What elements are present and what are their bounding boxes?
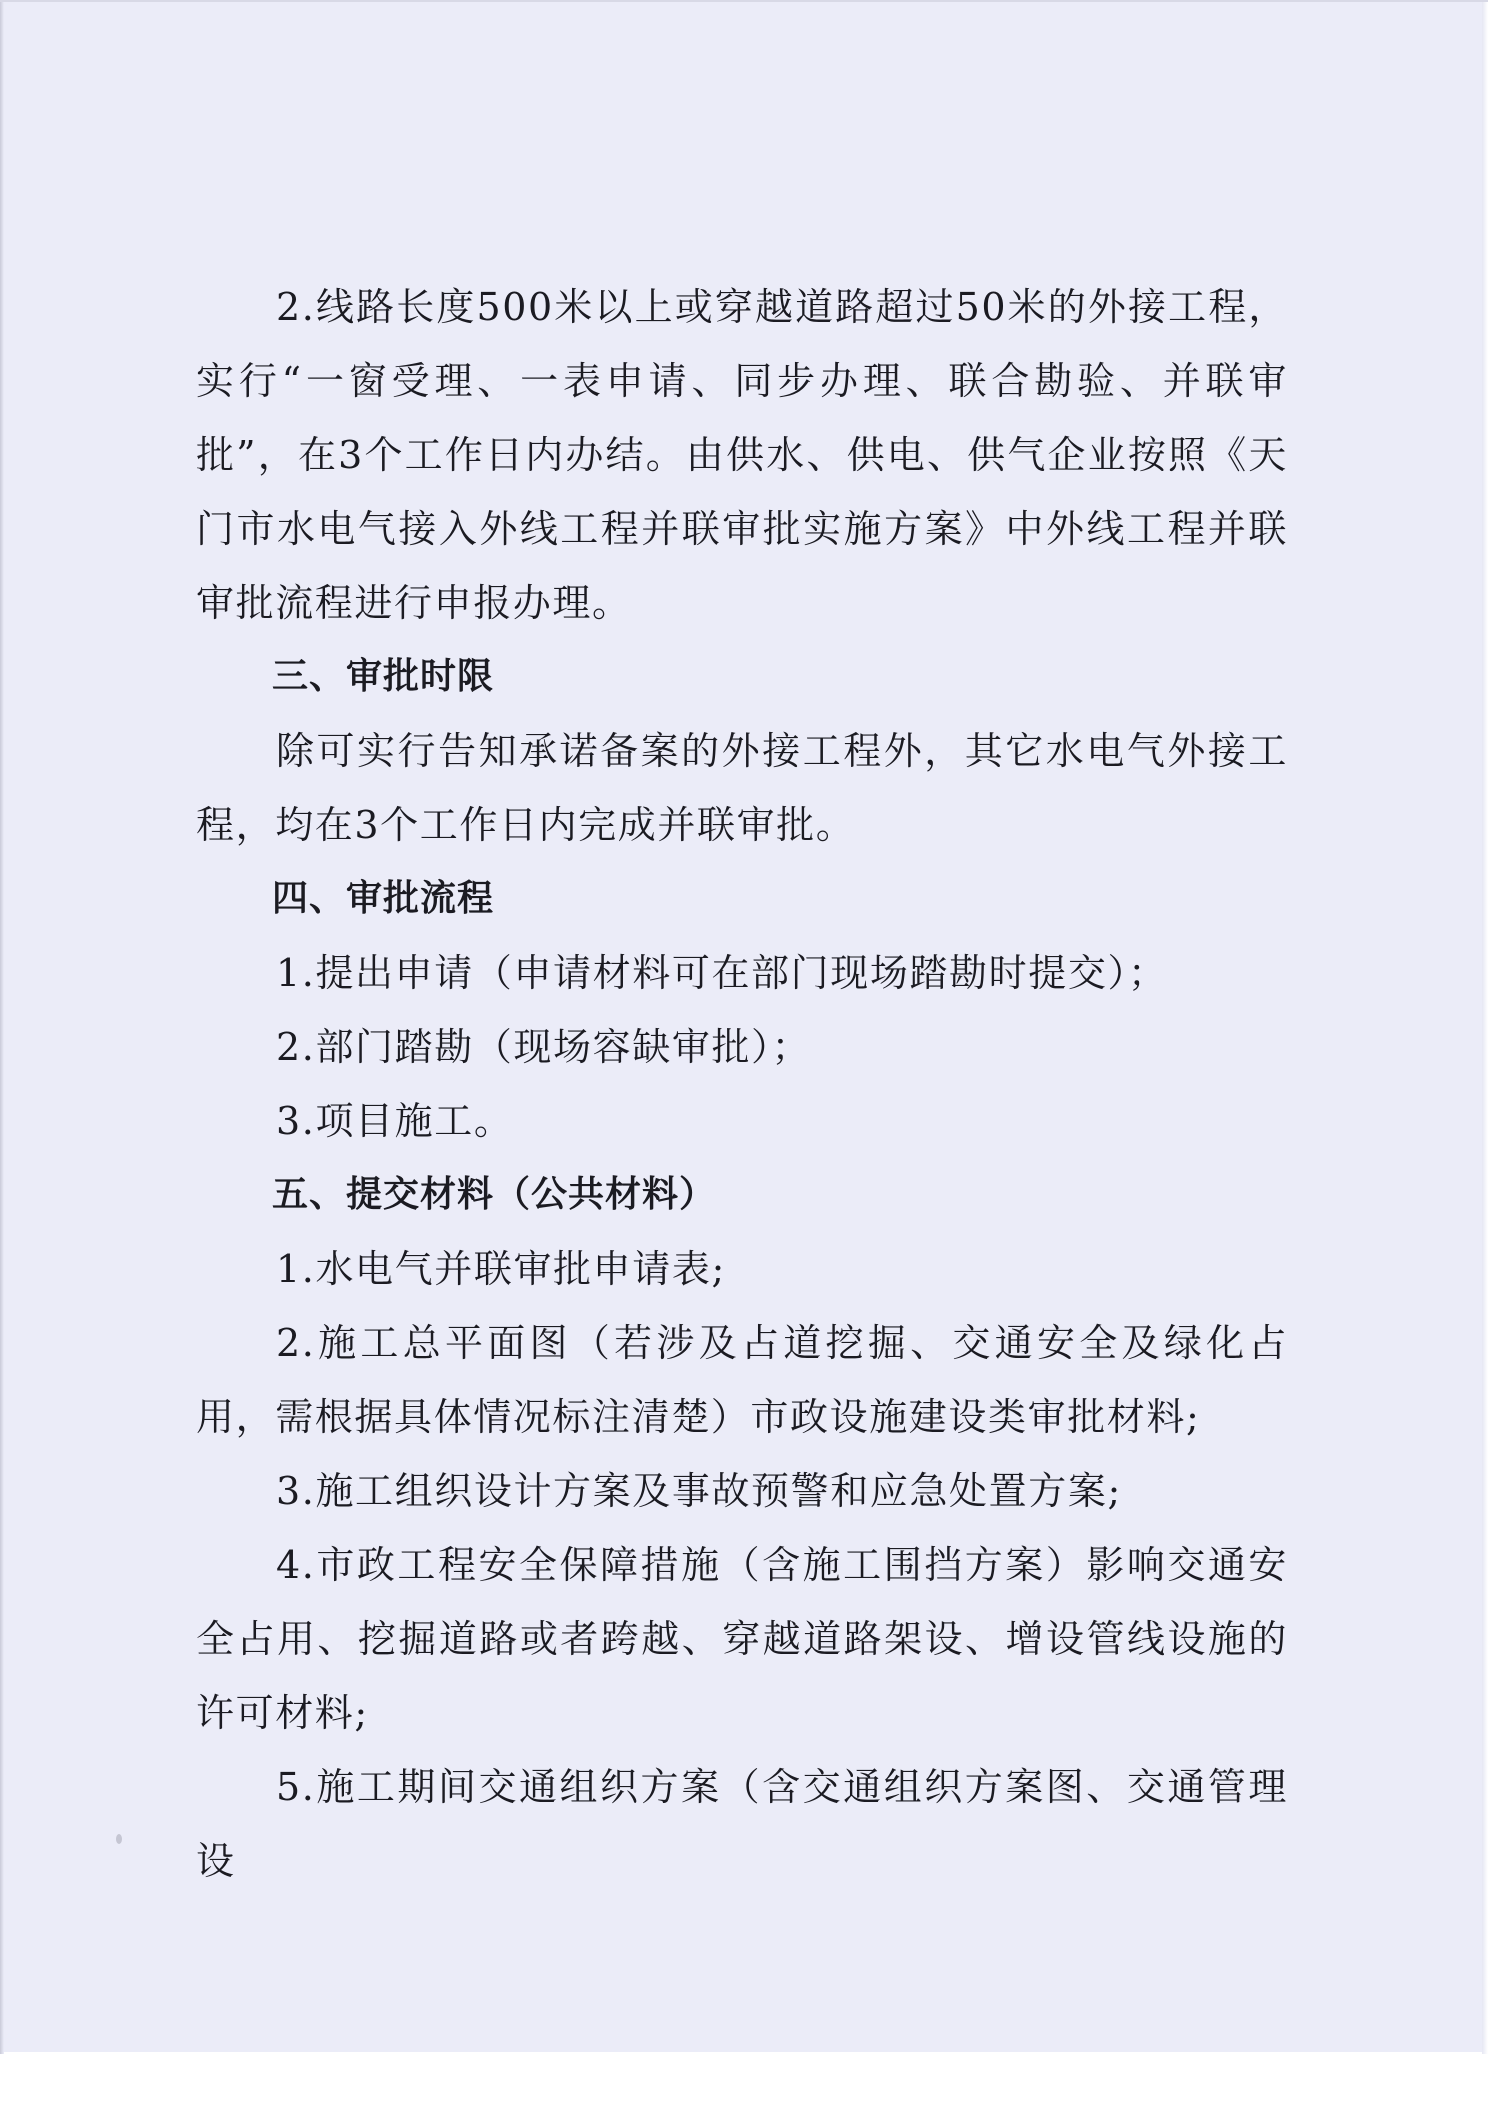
process-step-2: 2.部门踏勘（现场容缺审批）； — [276, 1025, 812, 1069]
heading-approval-process: 四、审批流程 — [272, 878, 495, 919]
page-left-edge — [0, 2, 4, 2054]
process-step-3: 3.项目施工。 — [276, 1099, 514, 1143]
page-right-edge — [1482, 2, 1488, 2054]
process-step-1: 1.提出申请（申请材料可在部门现场踏勘时提交）； — [276, 951, 1168, 995]
material-item-3: 3.施工组织设计方案及事故预警和应急处置方案; — [276, 1469, 1122, 1513]
material-item-1: 1.水电气并联审批申请表; — [276, 1247, 726, 1291]
scan-speck — [116, 1834, 122, 1844]
heading-approval-time-limit: 三、审批时限 — [272, 656, 495, 697]
material-item-2: 2.施工总平面图（若涉及占道挖掘、交通安全及绿化占用，需根据具体情况标注清楚）市政设施建设类审批材料; — [196, 1321, 1288, 1439]
material-item-5: 5.施工期间交通组织方案（含交通组织方案图、交通管理设 — [196, 1765, 1288, 1883]
paragraph-outer-line-projects: 2.线路长度500米以上或穿越道路超过50米的外接工程，实行“一窗受理、一表申请、同步办理、联合勘验、并联审批”，在3个工作日内办结。由供水、供电、供气企业按照《天门市水电气接入外线工程并联审批实施方案》中外线工程并联审批流程进行申报办理。 — [196, 285, 1288, 625]
heading-submission-materials: 五、提交材料（公共材料） — [272, 1174, 717, 1215]
material-item-4: 4.市政工程安全保障措施（含施工围挡方案）影响交通安全占用、挖掘道路或者跨越、穿越道路架设、增设管线设施的许可材料; — [196, 1543, 1288, 1735]
paragraph-time-limit: 除可实行告知承诺备案的外接工程外，其它水电气外接工程，均在3个工作日内完成并联审批。 — [196, 729, 1288, 847]
document-body — [196, 270, 1288, 1898]
